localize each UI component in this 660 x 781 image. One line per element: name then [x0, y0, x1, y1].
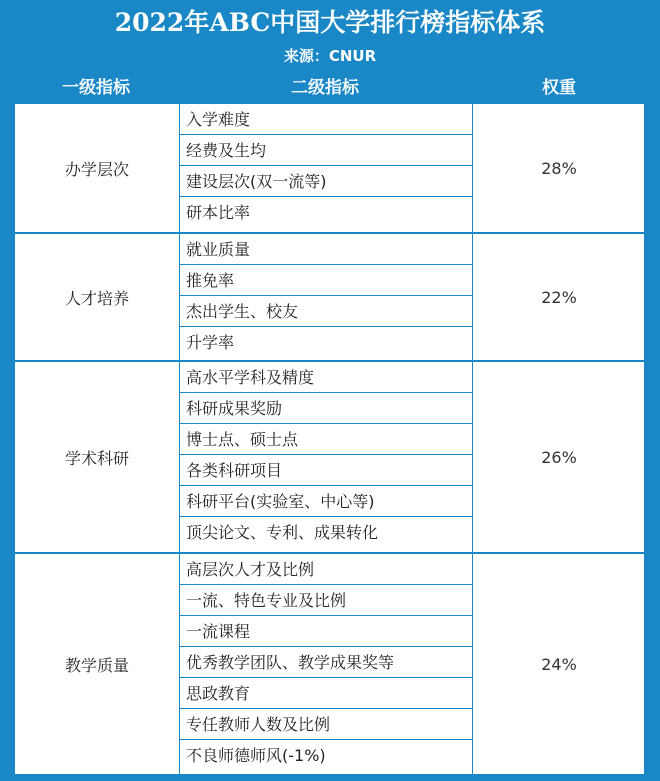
level2-indicator: 一流课程 [180, 616, 472, 647]
level1-indicator: 教学质量 [64, 655, 129, 675]
level2-indicator: 科研平台(实验室、中心等) [180, 486, 472, 517]
header-weight: 权重 [542, 78, 576, 98]
indicator-grid [14, 103, 645, 775]
level2-indicator: 不良师德师风(-1%) [186, 746, 326, 765]
level2-indicator: 入学难度 [180, 104, 472, 135]
level2-list [179, 362, 473, 552]
level2-indicator: 一流、特色专业及比例 [180, 585, 472, 616]
level2-indicator: 思政教育 [180, 678, 472, 709]
weight-value: 26% [541, 447, 577, 467]
level2-indicator: 科研成果奖励 [180, 393, 472, 424]
level2-indicator: 就业质量 [180, 234, 472, 265]
header-level2: 二级指标 [291, 78, 359, 98]
level2-indicator: 专任教师人数及比例 [180, 709, 472, 740]
level1-indicator: 人才培养 [64, 288, 129, 308]
source-label: 来源：CNUR [283, 47, 377, 65]
level2-indicator: 杰出学生、校友 [180, 296, 472, 327]
level2-indicator: 建设层次(双一流等) [180, 166, 472, 197]
weight-value: 22% [541, 287, 577, 307]
group-row-talent-cultivation [15, 232, 645, 360]
level2-indicator: 优秀教学团队、教学成果奖等 [180, 647, 472, 678]
weight-value: 28% [541, 158, 577, 178]
level2-list [179, 104, 473, 232]
level2-indicator: 推免率 [180, 265, 472, 296]
page-title: 2022年ABC中国大学排行榜指标体系 [114, 8, 546, 37]
level2-indicator: 研本比率 [186, 203, 251, 222]
level2-list [179, 554, 473, 774]
level1-indicator: 办学层次 [64, 159, 129, 179]
level2-indicator: 各类科研项目 [180, 455, 472, 486]
header-level1: 一级指标 [62, 78, 130, 98]
group-row-teaching-quality [15, 552, 645, 774]
level2-indicator: 升学率 [186, 333, 235, 352]
level2-indicator: 经费及生均 [180, 135, 472, 166]
level2-indicator: 顶尖论文、专利、成果转化 [186, 523, 379, 542]
weight-value: 24% [541, 654, 577, 674]
group-row-academic-research [15, 360, 645, 552]
level2-indicator: 高层次人才及比例 [180, 554, 472, 585]
level1-indicator: 学术科研 [64, 448, 129, 468]
group-row-academic-level [15, 104, 645, 232]
level2-indicator: 博士点、硕士点 [180, 424, 472, 455]
level2-list [179, 234, 473, 360]
level2-indicator: 高水平学科及精度 [180, 362, 472, 393]
